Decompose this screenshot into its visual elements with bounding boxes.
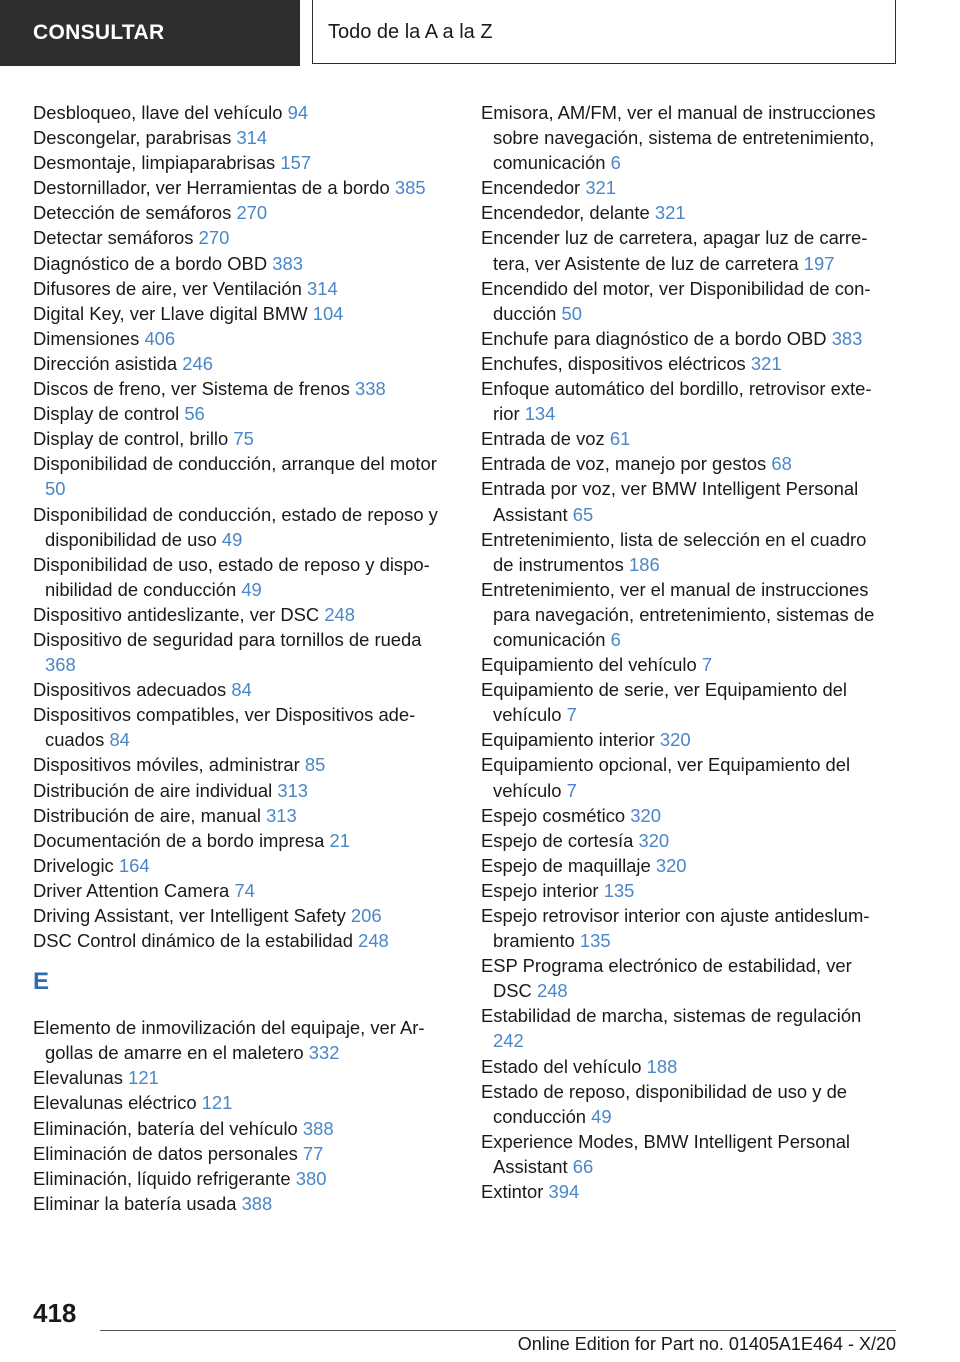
page-reference-link[interactable]: 314 <box>306 277 338 299</box>
index-entry-term: Elevalunas eléctrico <box>33 1092 197 1114</box>
page-reference-link[interactable]: 135 <box>579 930 611 952</box>
index-entry-term: Driver Attention Camera <box>33 879 230 901</box>
index-entry <box>33 878 443 903</box>
index-entry <box>481 953 891 1003</box>
page-reference-link[interactable]: 77 <box>302 1142 324 1164</box>
index-entry-term: Enfoque automático del bordillo, retrovisor exterior <box>481 378 872 425</box>
index-entry <box>33 376 443 401</box>
index-entry-term: Estabilidad de marcha, sistemas de regulación <box>481 1005 862 1027</box>
index-entry-term: Distribución de aire individual <box>33 779 273 801</box>
index-entry <box>33 853 443 878</box>
page-reference-link[interactable]: 388 <box>302 1117 334 1139</box>
page-reference-link[interactable]: 332 <box>308 1042 340 1064</box>
index-block-e-continued <box>481 100 891 1204</box>
page-reference-link[interactable]: 84 <box>231 679 252 701</box>
index-entry-term: Documentación de a bordo impresa <box>33 829 325 851</box>
index-entry-term: ESP Programa electrónico de estabilidad, ver DSC <box>481 955 852 1002</box>
index-entry <box>481 1129 891 1179</box>
index-entry <box>481 752 891 802</box>
index-entry-term: Enchufe para diagnóstico de a bordo OBD <box>481 327 827 349</box>
index-entry <box>481 878 891 903</box>
index-entry <box>481 577 891 652</box>
index-entry-term: Dimensiones <box>33 327 140 349</box>
index-entry-term: Eliminación, batería del vehículo <box>33 1117 298 1139</box>
index-entry-term: Dispositivo de seguridad para tornillos de rueda <box>33 628 422 650</box>
index-entry-term: Espejo de maquillaje <box>481 854 651 876</box>
index-entry-term: Encendedor <box>481 177 581 199</box>
index-entry-term: Encendedor, delante <box>481 202 650 224</box>
index-column-right <box>481 100 891 1204</box>
page-reference-link[interactable]: 197 <box>803 252 835 274</box>
index-entry <box>33 125 443 150</box>
index-entry <box>481 727 891 752</box>
index-entry-term: Display de control <box>33 403 180 425</box>
page-reference-link[interactable]: 248 <box>358 930 389 952</box>
index-entry-term: Enchufes, dispositivos eléctricos <box>481 352 746 374</box>
page-reference-link[interactable]: 135 <box>603 879 635 901</box>
index-entry <box>33 100 443 125</box>
index-entry <box>481 326 891 351</box>
index-entry-term: Disponibilidad de conducción, arranque del motor <box>33 453 437 475</box>
page-reference-link[interactable]: 314 <box>236 127 268 149</box>
page-reference-link[interactable]: 246 <box>182 352 213 374</box>
page-reference-link[interactable]: 56 <box>184 403 205 425</box>
index-entry-term: Eliminación, líquido refrigerante <box>33 1167 291 1189</box>
index-entry <box>33 502 443 552</box>
index-entry <box>33 150 443 175</box>
index-entry <box>33 276 443 301</box>
page-reference-link[interactable]: 6 <box>610 152 621 174</box>
chapter-title: Todo de la A a la Z <box>312 0 896 64</box>
index-entry <box>481 803 891 828</box>
index-entry <box>33 627 443 677</box>
page-reference-link[interactable]: 313 <box>277 779 309 801</box>
index-entry <box>33 1015 443 1065</box>
index-entry <box>33 778 443 803</box>
page-reference-link[interactable]: 50 <box>45 478 66 500</box>
index-entry-term: DSC Control dinámico de la estabilidad <box>33 930 353 952</box>
index-block-e <box>33 1015 443 1216</box>
index-entry <box>33 451 443 501</box>
index-entry <box>33 326 443 351</box>
index-entry-term: Distribución de aire, manual <box>33 804 261 826</box>
page-reference-link[interactable]: 320 <box>659 729 691 751</box>
index-entry <box>33 602 443 627</box>
index-entry <box>33 401 443 426</box>
page-reference-link[interactable]: 7 <box>566 704 577 726</box>
index-entry <box>33 351 443 376</box>
index-entry-term: Eliminar la batería usada <box>33 1192 237 1214</box>
page-reference-link[interactable]: 406 <box>144 327 176 349</box>
index-entry-term: Espejo interior <box>481 879 599 901</box>
index-entry <box>481 100 891 175</box>
index-entry-term: Diagnóstico de a bordo OBD <box>33 252 268 274</box>
index-entry-term: Equipamiento interior <box>481 729 655 751</box>
index-entry <box>33 903 443 928</box>
index-entry-term: Display de control, brillo <box>33 428 229 450</box>
index-entry-term: Equipamiento opcional, ver Equipamiento del vehículo <box>481 754 851 801</box>
page-reference-link[interactable]: 85 <box>304 754 326 776</box>
index-entry-term: Entrada de voz <box>481 428 605 450</box>
index-entry <box>481 351 891 376</box>
index-entry <box>33 175 443 200</box>
page-reference-link[interactable]: 7 <box>701 654 713 676</box>
index-entry <box>33 1166 443 1191</box>
index-entry <box>481 200 891 225</box>
index-entry-term: Eliminación de datos personales <box>33 1142 298 1164</box>
index-entry <box>481 476 891 526</box>
edition-note: Online Edition for Part no. 01405A1E464 - X/20 <box>517 1334 896 1354</box>
index-entry <box>481 376 891 426</box>
index-entry-term: Desbloqueo, llave del vehículo <box>33 102 283 123</box>
index-entry-term: Detección de semáforos <box>33 202 232 224</box>
page-reference-link[interactable]: 321 <box>585 177 616 199</box>
index-entry-term: Desmontaje, limpiaparabrisas <box>33 152 276 174</box>
index-entry <box>481 426 891 451</box>
page-reference-link[interactable]: 68 <box>771 453 792 475</box>
index-entry <box>481 1054 891 1079</box>
page-header <box>0 0 960 66</box>
index-entry-term: Estado del vehículo <box>481 1055 642 1077</box>
index-entry-term: Elemento de inmovilización del equipaje, ver Argollas de amarre en el maletero <box>33 1017 425 1064</box>
index-entry <box>481 175 891 200</box>
page-reference-link[interactable]: 21 <box>329 829 350 851</box>
index-entry-term: Experience Modes, BMW Intelligent Personal Assistant <box>481 1130 851 1177</box>
index-entry <box>33 828 443 853</box>
page-reference-link[interactable]: 313 <box>266 804 297 826</box>
index-entry-term: Encendido del motor, ver Disponibilidad de conducción <box>481 277 871 324</box>
index-entry-term: Dispositivos adecuados <box>33 679 227 701</box>
index-entry-term: Dispositivo antideslizante, ver DSC <box>33 603 320 625</box>
page-reference-link[interactable]: 49 <box>221 528 243 550</box>
index-entry <box>481 276 891 326</box>
index-entry <box>33 677 443 702</box>
index-entry-term: Emisora, AM/FM, ver el manual de instrucciones sobre navegación, sistema de entretenimiento, comunicación <box>481 102 876 174</box>
page-reference-link[interactable]: 321 <box>750 352 782 374</box>
page-reference-link[interactable]: 49 <box>591 1105 612 1127</box>
index-entry-term: Extintor <box>481 1181 544 1203</box>
page-reference-link[interactable]: 321 <box>654 202 686 224</box>
page-reference-link[interactable]: 320 <box>655 854 687 876</box>
index-entry-term: Drivelogic <box>33 854 114 876</box>
index-entry-term: Entrada de voz, manejo por gestos <box>481 453 767 475</box>
index-entry <box>33 200 443 225</box>
index-entry-term: Dispositivos móviles, administrar <box>33 754 300 776</box>
index-entry <box>33 1191 443 1216</box>
index-entry-term: Equipamiento de serie, ver Equipamiento del vehículo <box>481 679 847 726</box>
index-entry-term: Discos de freno, ver Sistema de frenos <box>33 378 350 400</box>
index-entry-term: Difusores de aire, ver Ventilación <box>33 277 302 299</box>
page-reference-link[interactable]: 270 <box>236 202 268 224</box>
page-reference-link[interactable]: 164 <box>118 854 150 876</box>
page-reference-link[interactable]: 121 <box>128 1067 159 1089</box>
page-reference-link[interactable]: 206 <box>350 905 382 926</box>
page-reference-link[interactable]: 94 <box>287 102 309 123</box>
index-entry-term: Estado de reposo, disponibilidad de uso y de conducción <box>481 1080 848 1127</box>
index-entry <box>33 752 443 777</box>
page-reference-link[interactable]: 394 <box>548 1181 580 1203</box>
index-entry <box>33 1090 443 1115</box>
index-entry-term: Disponibilidad de uso, estado de reposo y disponibilidad de conducción <box>33 553 430 600</box>
index-entry <box>481 677 891 727</box>
index-entry <box>481 652 891 677</box>
index-entry <box>33 1141 443 1166</box>
index-entry <box>33 1116 443 1141</box>
index-letter-heading: E <box>33 968 50 996</box>
page-reference-link[interactable]: 121 <box>201 1092 233 1114</box>
page-number: 418 <box>33 1298 77 1328</box>
page-reference-link[interactable]: 104 <box>312 302 344 324</box>
page-reference-link[interactable]: 186 <box>628 553 660 575</box>
index-entry-term: Detectar semáforos <box>33 227 194 249</box>
page-reference-link[interactable]: 65 <box>572 503 594 525</box>
index-entry-term: Disponibilidad de conducción, estado de reposo y disponibilidad de uso <box>33 503 438 550</box>
page-reference-link[interactable]: 383 <box>831 327 863 349</box>
index-entry-term: Elevalunas <box>33 1067 123 1089</box>
index-entry <box>481 225 891 275</box>
page-reference-link[interactable]: 134 <box>524 403 556 425</box>
page-reference-link[interactable]: 242 <box>493 1030 524 1052</box>
page-reference-link[interactable]: 157 <box>280 152 312 174</box>
page-reference-link[interactable]: 388 <box>241 1192 273 1214</box>
page-reference-link[interactable]: 383 <box>272 252 303 274</box>
index-entry <box>481 1003 891 1053</box>
index-column-left <box>33 100 443 1216</box>
index-block-d <box>33 100 443 953</box>
index-entry-term: Descongelar, parabrisas <box>33 127 232 149</box>
index-entry-term: Equipamiento del vehículo <box>481 654 697 676</box>
page-reference-link[interactable]: 368 <box>45 654 76 676</box>
index-entry <box>33 928 443 953</box>
index-entry-term: Espejo retrovisor interior con ajuste antideslumbramiento <box>481 905 870 952</box>
page-reference-link[interactable]: 50 <box>561 302 582 324</box>
page-reference-link[interactable]: 248 <box>536 980 568 1002</box>
page-reference-link[interactable]: 7 <box>566 779 577 801</box>
page-reference-link[interactable]: 248 <box>324 603 356 625</box>
index-entry-term: Encender luz de carretera, apagar luz de carretera, ver Asistente de luz de carretera <box>481 227 868 274</box>
page-reference-link[interactable]: 66 <box>572 1155 594 1177</box>
index-entry-term: Entretenimiento, ver el manual de instrucciones para navegación, entretenimiento, sistemas de comunicación <box>481 578 875 650</box>
index-entry-term: Entrada por voz, ver BMW Intelligent Personal Assistant <box>481 478 859 525</box>
index-entry-term: Entretenimiento, lista de selección en el cuadro de instrumentos <box>481 528 867 575</box>
index-entry <box>33 552 443 602</box>
page-reference-link[interactable]: 380 <box>295 1167 327 1189</box>
index-entry-term: Espejo cosmético <box>481 804 626 826</box>
page-reference-link[interactable]: 6 <box>610 628 621 650</box>
page-reference-link[interactable]: 320 <box>630 804 661 826</box>
index-entry <box>33 803 443 828</box>
index-entry <box>33 225 443 250</box>
index-entry <box>481 451 891 476</box>
index-entry <box>481 1079 891 1129</box>
page-reference-link[interactable]: 270 <box>198 227 230 249</box>
index-entry <box>33 702 443 752</box>
index-entry-term: Destornillador, ver Herramientas de a bordo <box>33 177 390 199</box>
footer-divider <box>100 1330 896 1331</box>
index-entry <box>481 527 891 577</box>
page-reference-link[interactable]: 75 <box>233 428 254 450</box>
index-entry <box>33 1065 443 1090</box>
page-reference-link[interactable]: 61 <box>609 428 631 450</box>
index-entry <box>33 251 443 276</box>
index-entry <box>481 828 891 853</box>
index-entry-term: Digital Key, ver Llave digital BMW <box>33 302 308 324</box>
index-entry <box>33 426 443 451</box>
page-reference-link[interactable]: 385 <box>394 177 426 199</box>
index-entry <box>481 1179 891 1204</box>
index-entry-term: Espejo de cortesía <box>481 829 634 851</box>
index-entry-term: Driving Assistant, ver Intelligent Safety <box>33 905 346 926</box>
index-entry-term: Dispositivos compatibles, ver Dispositivos adecuados <box>33 704 416 751</box>
page-reference-link[interactable]: 49 <box>241 578 262 600</box>
page-reference-link[interactable]: 74 <box>234 879 255 901</box>
index-entry <box>481 853 891 878</box>
page-reference-link[interactable]: 338 <box>355 378 386 400</box>
page-reference-link[interactable]: 188 <box>646 1055 678 1077</box>
index-entry-term: Dirección asistida <box>33 352 178 374</box>
section-tab: CONSULTAR <box>0 0 300 66</box>
page-reference-link[interactable]: 84 <box>109 729 130 751</box>
index-entry <box>481 903 891 953</box>
page-reference-link[interactable]: 320 <box>638 829 670 851</box>
index-entry <box>33 301 443 326</box>
